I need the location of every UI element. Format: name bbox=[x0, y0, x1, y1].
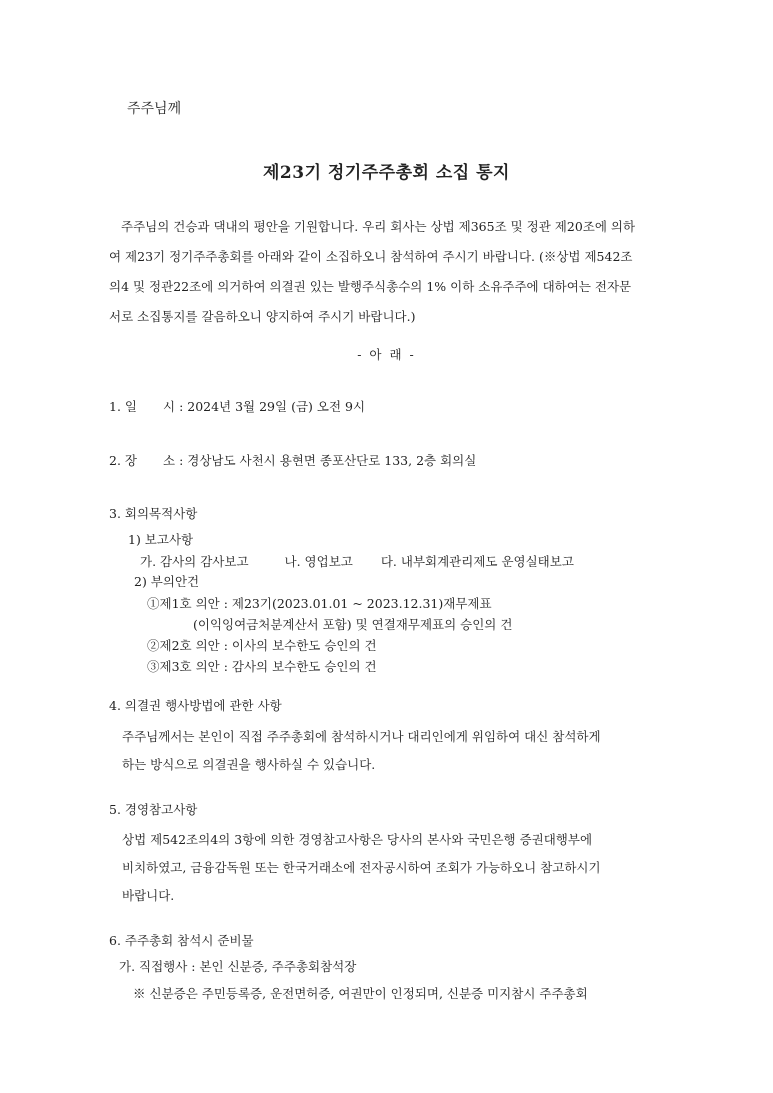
intro-line: 의4 및 정관22조에 의거하여 의결권 있는 발행주식총수의 1% 이하 소유주주에 대하여는 전자문 bbox=[109, 279, 632, 294]
materials-note: ※ 신분증은 주민등록증, 운전면허증, 여권만이 인정되며, 신분증 미지참시 주주총회 bbox=[133, 986, 588, 1001]
report-item: 가. 감사의 감사보고 bbox=[140, 554, 249, 569]
agenda-item-2: ②제2호 의안 : 이사의 보수한도 승인의 건 bbox=[147, 638, 377, 653]
addressee: 주주님께 bbox=[127, 101, 182, 117]
section-materials-title: 6. 주주총회 참석시 준비물 bbox=[109, 933, 254, 948]
report-item: 나. 영업보고 bbox=[284, 554, 353, 569]
label-part: 장 bbox=[124, 453, 137, 468]
body-line: 하는 방식으로 의결권을 행사하실 수 있습니다. bbox=[122, 757, 376, 772]
intro-line: 주주님의 건승과 댁내의 평안을 기원합니다. 우리 회사는 상법 제365조 및 정관 제20조에 의하 bbox=[121, 219, 636, 234]
label-part: 일 bbox=[124, 399, 137, 414]
report-items bbox=[140, 553, 574, 571]
section-number: 1. bbox=[109, 399, 121, 414]
resolution-items-title: 2) 부의안건 bbox=[134, 574, 200, 589]
body-line: 주주님께서는 본인이 직접 주주총회에 참석하시거나 대리인에게 위임하여 대신 참석하게 bbox=[122, 729, 601, 744]
body-line: 상법 제542조의4의 3항에 의한 경영참고사항은 당사의 본사와 국민은행 증권대행부에 bbox=[122, 832, 593, 847]
body-line: 바랍니다. bbox=[122, 888, 175, 903]
section-reference-title: 5. 경영참고사항 bbox=[109, 802, 198, 817]
agenda-item-1-detail: (이익잉여금처분계산서 포함) 및 연결재무제표의 승인의 건 bbox=[193, 617, 513, 632]
label-part: 시 bbox=[163, 399, 176, 414]
body-line: 비치하였고, 금융감독원 또는 한국거래소에 전자공시하여 조회가 가능하오니 참고하시기 bbox=[122, 860, 601, 875]
section-voting-title: 4. 의결권 행사방법에 관한 사항 bbox=[109, 698, 282, 713]
section-reference-body bbox=[122, 826, 601, 910]
section-venue bbox=[109, 452, 476, 470]
datetime-value: : 2024년 3월 29일 (금) 오전 9시 bbox=[179, 399, 366, 414]
venue-value: : 경상남도 사천시 용현면 종포산단로 133, 2층 회의실 bbox=[179, 453, 477, 468]
document-title: 제23기 정기주주총회 소집 통지 bbox=[263, 163, 510, 183]
report-items-title: 1) 보고사항 bbox=[128, 532, 194, 547]
agenda-item-1: ①제1호 의안 : 제23기(2023.01.01 ~ 2023.12.31)재무제표 bbox=[147, 596, 492, 611]
agenda-item-3: ③제3호 의안 : 감사의 보수한도 승인의 건 bbox=[147, 659, 377, 674]
intro-line: 여 제23기 정기주주총회를 아래와 같이 소집하오니 참석하여 주시기 바랍니다. (※상법 제542조 bbox=[109, 249, 633, 264]
intro-paragraph bbox=[109, 212, 661, 332]
label-part: 소 bbox=[163, 453, 176, 468]
section-voting-body bbox=[122, 723, 601, 779]
section-agenda-title: 3. 회의목적사항 bbox=[109, 506, 198, 521]
section-number: 2. bbox=[109, 453, 121, 468]
intro-line: 서로 소집통지를 갈음하오니 양지하여 주시기 바랍니다.) bbox=[109, 309, 416, 324]
section-datetime bbox=[109, 398, 365, 416]
materials-item: 가. 직접행사 : 본인 신분증, 주주총회참석장 bbox=[119, 959, 357, 974]
report-item: 다. 내부회계관리제도 운영실태보고 bbox=[380, 554, 574, 569]
section-separator: - 아 래 - bbox=[357, 347, 416, 362]
